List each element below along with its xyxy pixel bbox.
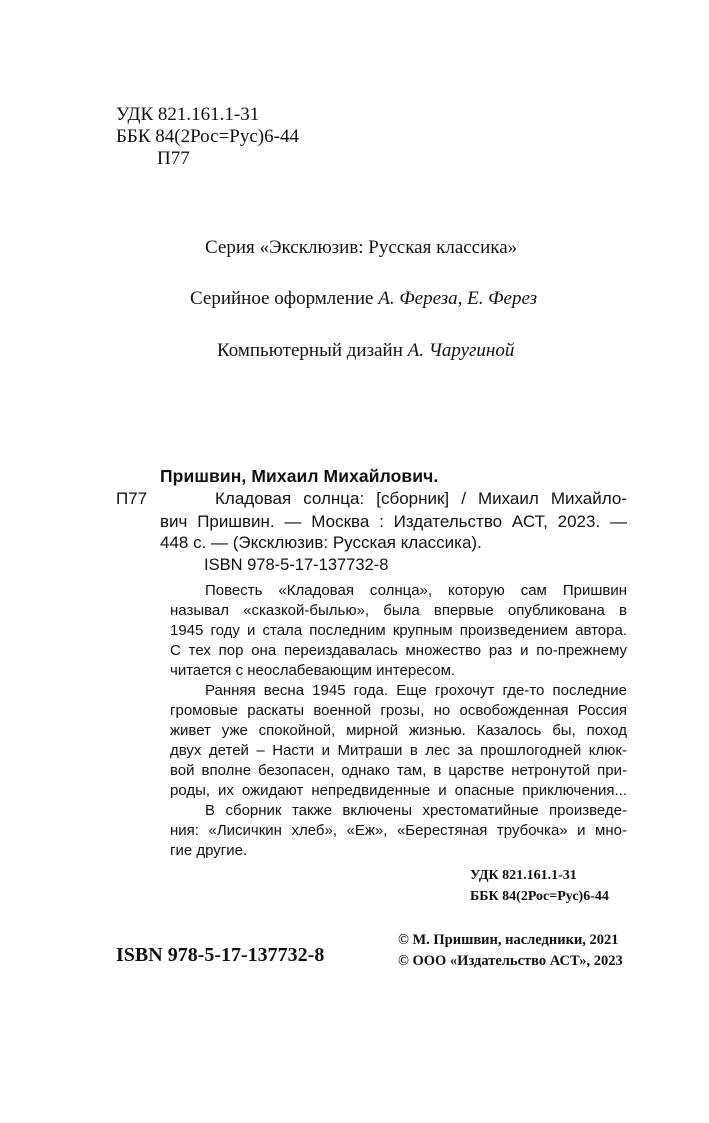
computer-design-credit	[0, 340, 709, 362]
annotation-line: роды, их ожидают непредвиденные и опасные приключения...	[170, 782, 627, 799]
serial-design-names: А. Фереза, Е. Ферез	[378, 288, 538, 309]
record-author-mark: П77	[116, 489, 148, 508]
index-bbk: ББК 84(2Рос=Рус)6-44	[470, 889, 609, 904]
serial-design-credit	[0, 288, 709, 310]
annotation-line: гие другие.	[170, 842, 248, 859]
copyright-author: © М. Пришвин, наследники, 2021	[398, 932, 619, 948]
isbn-large: ISBN 978-5-17-137732-8	[116, 944, 325, 966]
annotation-line: В сборник также включены хрестоматийные произведе-	[205, 802, 627, 819]
bbk-code: ББК 84(2Рос=Рус)6-44	[116, 126, 299, 147]
copyright-publisher: © ООО «Издательство АСТ», 2023	[398, 953, 623, 969]
annotation-line: С тех пор она переиздавалась множество раз и по-прежнему	[170, 642, 627, 659]
computer-design-name: А. Чаругиной	[407, 340, 515, 361]
annotation-line: живет уже спокойной, мирной жизнью. Казалось бы, поход	[170, 722, 627, 739]
serial-design-label: Серийное оформление	[190, 288, 374, 309]
annotation-line: Ранняя весна 1945 года. Еще грохочут где-то последние	[205, 682, 627, 699]
annotation-line: ния: «Лисичкин хлеб», «Еж», «Берестяная трубочка» и мно-	[170, 822, 627, 839]
index-udk: УДК 821.161.1-31	[470, 868, 577, 883]
annotation-line: громовые раскаты военной грозы, но освобожденная Россия	[170, 702, 627, 719]
annotation-line: 1945 году и стала последним крупным произведением автора.	[170, 622, 627, 639]
record-isbn: ISBN 978-5-17-137732-8	[204, 556, 389, 574]
annotation-line: вой вполне безопасен, однако там, в царстве нетронутой при-	[170, 762, 627, 779]
record-line-2: вич Пришвин. — Москва : Издательство АСТ, 2023. —	[160, 512, 627, 531]
udk-code: УДК 821.161.1-31	[116, 104, 260, 125]
record-author-heading: Пришвин, Михаил Михайлович.	[160, 466, 439, 486]
record-line-3: 448 с. — (Эксклюзив: Русская классика).	[160, 533, 482, 552]
series-title: Серия «Эксклюзив: Русская классика»	[205, 237, 518, 258]
author-mark: П77	[157, 148, 190, 169]
annotation-line: Повесть «Кладовая солнца», которую сам Пришвин	[205, 582, 627, 599]
annotation-line: называл «сказкой-былью», была впервые опубликована в	[170, 602, 627, 619]
annotation-line: двух детей – Насти и Митраши в лес за прошлогодней клюк-	[170, 742, 627, 759]
annotation-line: читается с неослабевающим интересом.	[170, 662, 456, 679]
computer-design-label: Компьютерный дизайн	[217, 340, 403, 361]
series-line	[0, 237, 709, 259]
record-line-1: Кладовая солнца: [сборник] / Михаил Михайло-	[215, 489, 627, 508]
